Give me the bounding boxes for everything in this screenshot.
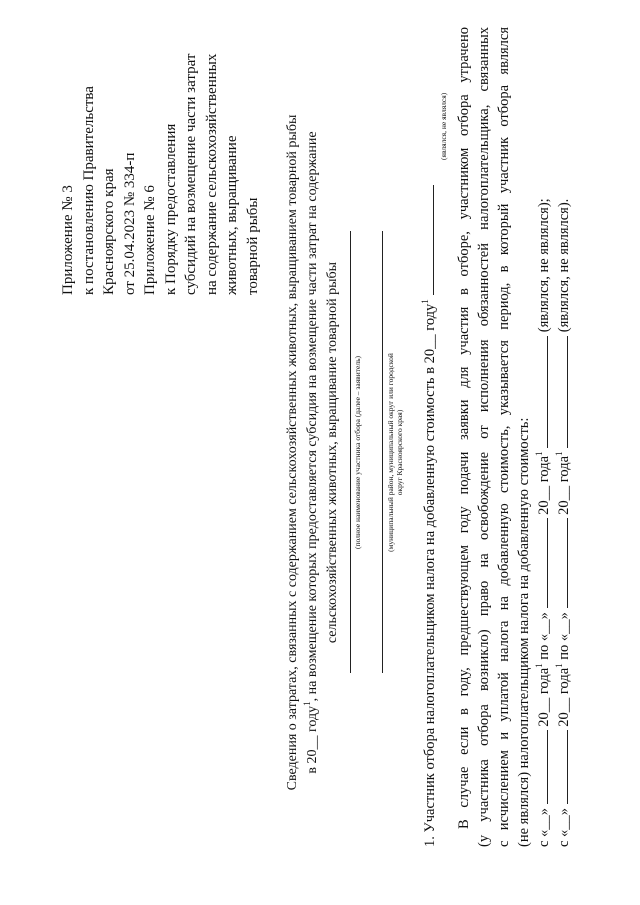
procedure-line-1: к Порядку предоставления [162, 123, 179, 295]
vat-status-blank [421, 185, 434, 295]
period-status-blank [535, 336, 548, 448]
footnote-mark: 1 [302, 701, 312, 706]
appendix-header-procedure [140, 5, 263, 295]
title-line-2-rest: , на возмещение которых предоставляется субсидия на возмещение части затрат на содержание [305, 131, 320, 702]
vat-status-paragraph [420, 185, 440, 847]
period-to-label: по «__» [556, 612, 572, 660]
region-name-text: Красноярского края [101, 168, 117, 295]
resolution-reference-text: к постановлению Правительства [80, 86, 97, 295]
footnote-mark: 1 [554, 451, 564, 456]
paragraph-2-line-3: с исчислением и уплатой налога на добавленную стоимость, указывается период, в который участник отбора являлся [496, 27, 512, 847]
municipality-caption-line-2: округ Красноярского края) [395, 409, 404, 496]
title-line-2 [303, 0, 323, 905]
period-from-label: с «__» [536, 807, 552, 847]
paragraph-2-line-4: (не являлся) налогоплательщиком налога на добавленную стоимость: [516, 417, 532, 847]
procedure-line-3: на содержание сельскохозяйственных [203, 53, 220, 295]
footnote-mark: 1 [534, 451, 544, 456]
paragraph-2-line-1: В случае если в году, предшествующем году подачи заявки для участия в отборе, участником отбора утрачено [456, 27, 472, 829]
participant-caption: (полное наименование участника отбора (далее – заявитель) [353, 356, 362, 550]
paragraph-2-line-2: (у участника отбора возникло) право на освобождение от исполнения обязанностей налогоплательщика, связанных [476, 27, 492, 847]
period-to-blank [535, 518, 548, 608]
appendix-number-text: Приложение № 3 [60, 185, 76, 295]
document-title [283, 0, 343, 905]
participant-name-underline [350, 231, 351, 673]
procedure-line-4: животных, выращивание [224, 135, 240, 295]
appendix-6-text: Приложение № 6 [142, 185, 158, 295]
period-row-1 [534, 198, 554, 847]
footnote-mark: 1 [554, 663, 564, 668]
period-to-year: 20__ года [536, 455, 552, 515]
vat-status-text: 1. Участник отбора налогоплательщиком налога на добавленную стоимость в 20__ году [422, 303, 438, 847]
period-from-blank [555, 730, 568, 804]
appendix-header-resolution [58, 5, 140, 295]
municipality-underline [382, 231, 383, 673]
period-from-year: 20__ года [536, 667, 552, 727]
footnote-mark: 1 [420, 299, 430, 304]
period-status-hint: (являлся, не являлся); [536, 198, 552, 333]
municipality-caption-line-1: (муниципальный район, муниципальный округ или городской [386, 353, 395, 552]
period-from-label: с «__» [556, 807, 572, 847]
period-from-blank [535, 730, 548, 804]
title-line-1: Сведения о затратах, связанных с содержанием сельскохозяйственных животных, выращиванием товарной рыбы [285, 114, 300, 791]
resolution-date-text: от 25.04.2023 № 334-п [121, 152, 138, 295]
period-to-year: 20__ года [556, 455, 572, 515]
title-line-3: сельскохозяйственных животных, выращивание товарной рыбы [325, 261, 340, 644]
period-status-hint: (являлся, не являлся). [556, 198, 572, 333]
period-row-2 [554, 199, 574, 847]
vat-status-caption: (являлся, не являлся) [439, 92, 448, 160]
period-status-blank [555, 336, 568, 448]
footnote-mark: 1 [534, 663, 544, 668]
period-to-label: по «__» [536, 612, 552, 660]
title-year-text: в 20__ году [305, 705, 320, 774]
period-to-blank [555, 518, 568, 608]
period-from-year: 20__ года [556, 667, 572, 727]
procedure-line-2: субсидий на возмещение части затрат [183, 53, 199, 295]
procedure-line-5: товарной рыбы [244, 197, 261, 295]
